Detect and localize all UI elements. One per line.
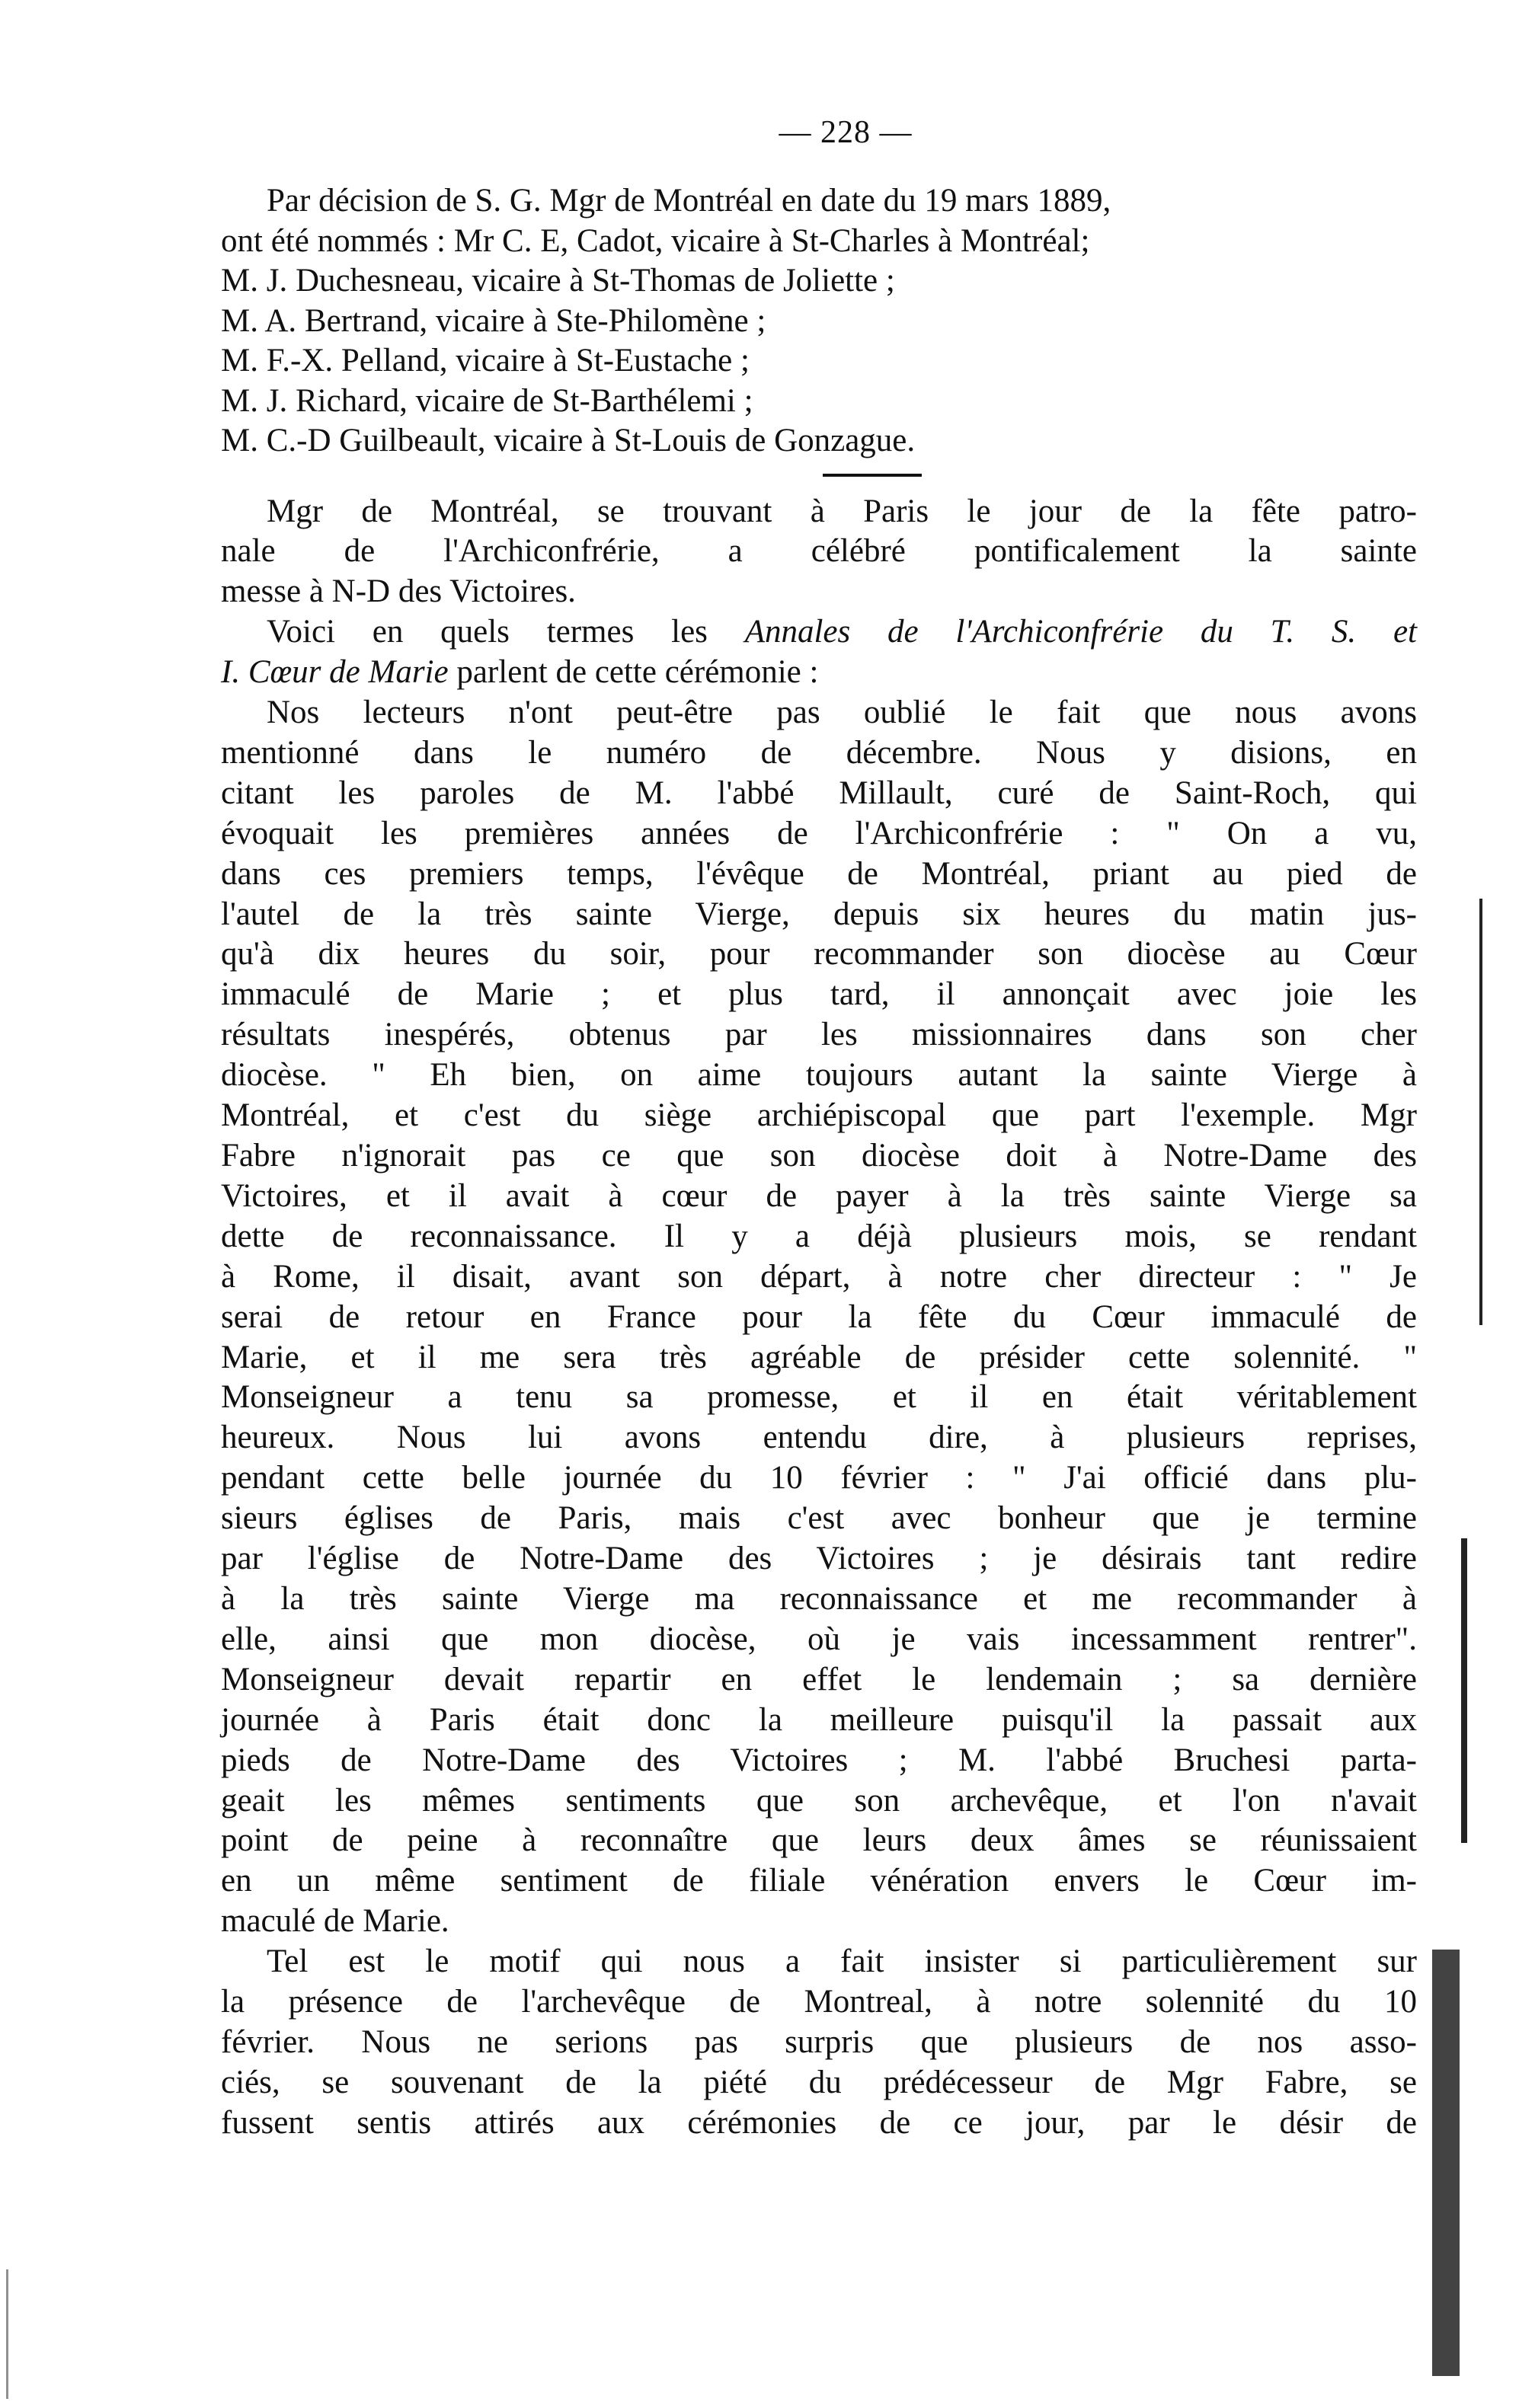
article-line: geait les mêmes sentiments que son archevêque, et l'on n'avait bbox=[221, 1782, 1417, 1819]
article-line: ciés, se souvenant de la piété du prédécesseur de Mgr Fabre, se bbox=[221, 2064, 1417, 2100]
article-line: par l'église de Notre-Dame des Victoires ; je désirais tant redire bbox=[221, 1541, 1417, 1577]
article-line: dette de reconnaissance. Il y a déjà plusieurs mois, se rendant bbox=[221, 1218, 1417, 1254]
book-page bbox=[221, 114, 1417, 2144]
notice-line: ont été nommés : Mr C. E, Cadot, vicaire à St-Charles à Montréal; bbox=[221, 222, 1090, 259]
notice-line: M. F.-X. Pelland, vicaire à St-Eustache ; bbox=[221, 343, 750, 378]
article-line: heureux. Nous lui avons entendu dire, à plusieurs reprises, bbox=[221, 1420, 1417, 1456]
article-line: Monseigneur a tenu sa promesse, et il en était véritablement bbox=[221, 1379, 1417, 1416]
article-line: la présence de l'archevêque de Montreal, à notre solennité du 10 bbox=[221, 1984, 1417, 2020]
article-line: en un même sentiment de filiale vénération envers le Cœur im- bbox=[221, 1863, 1417, 1899]
article-line: Monseigneur devait repartir en effet le lendemain ; sa dernière bbox=[221, 1661, 1417, 1697]
italic-title: Annales de l'Archiconfrérie du T. S. et bbox=[744, 614, 1417, 650]
article-line: dans ces premiers temps, l'évêque de Montréal, priant au pied de bbox=[221, 855, 1417, 892]
scan-edge-mark bbox=[1432, 1950, 1460, 2376]
article-line: sieurs églises de Paris, mais c'est avec bonheur que je termine bbox=[221, 1500, 1417, 1537]
scan-edge-mark bbox=[1461, 1538, 1467, 1843]
section-divider bbox=[823, 474, 922, 477]
scan-edge-mark bbox=[1479, 899, 1482, 1325]
article-line: résultats inespérés, obtenus par les missionnaires dans son cher bbox=[221, 1017, 1417, 1053]
article-line: Fabre n'ignorait pas ce que son diocèse doit à Notre-Dame des bbox=[221, 1138, 1417, 1174]
article-line: Victoires, et il avait à cœur de payer à la très sainte Vierge sa bbox=[221, 1177, 1417, 1214]
appointments-notice bbox=[221, 181, 1417, 461]
article-line bbox=[221, 612, 1417, 653]
notice-line: M. J. Duchesneau, vicaire à St-Thomas de Joliette ; bbox=[221, 263, 895, 299]
article-line: journée à Paris était donc la meilleure puisqu'il la passait aux bbox=[221, 1701, 1417, 1738]
article-line: qu'à dix heures du soir, pour recommander son diocèse au Cœur bbox=[221, 936, 1417, 972]
article-line: immaculé de Marie ; et plus tard, il annonçait avec joie les bbox=[221, 976, 1417, 1013]
italic-title-continued: I. Cœur de Marie bbox=[221, 654, 449, 691]
notice-line: M. A. Bertrand, vicaire à Ste-Philomène ; bbox=[221, 302, 766, 339]
article-line-text: Voici en quels termes les bbox=[267, 614, 708, 650]
article-line: point de peine à reconnaître que leurs deux âmes se réunissaient bbox=[221, 1822, 1417, 1859]
scan-edge-mark bbox=[6, 2269, 8, 2399]
article-line: à la très sainte Vierge ma reconnaissance et me recommander à bbox=[221, 1580, 1417, 1617]
article-line: serai de retour en France pour la fête du Cœur immaculé de bbox=[221, 1298, 1417, 1335]
article-line bbox=[221, 653, 1417, 693]
article-line: elle, ainsi que mon diocèse, où je vais incessamment rentrer". bbox=[221, 1621, 1417, 1657]
article-line: citant les paroles de M. l'abbé Millault, curé de Saint-Roch, qui bbox=[221, 774, 1417, 811]
article-line: Marie, et il me sera très agréable de présider cette solennité. " bbox=[221, 1339, 1417, 1375]
article-line: Montréal, et c'est du siège archiépiscopal que part l'exemple. Mgr bbox=[221, 1097, 1417, 1134]
article-line: février. Nous ne serions pas surpris que plusieurs de nos asso- bbox=[221, 2023, 1417, 2060]
article-line: évoquait les premières années de l'Archiconfrérie : " On a vu, bbox=[221, 815, 1417, 851]
article-line: Nos lecteurs n'ont peut-être pas oublié le fait que nous avons bbox=[267, 695, 1417, 731]
article-line: à Rome, il disait, avant son départ, à notre cher directeur : " Je bbox=[221, 1258, 1417, 1295]
article-line: Tel est le motif qui nous a fait insister si particulièrement sur bbox=[267, 1943, 1417, 1980]
article-line: mentionné dans le numéro de décembre. Nous y disions, en bbox=[221, 734, 1417, 771]
article-line: messe à N-D des Victoires. bbox=[221, 573, 576, 610]
article-line: nale de l'Archiconfrérie, a célébré pontificalement la sainte bbox=[221, 533, 1417, 570]
page-number: — 228 — bbox=[779, 115, 913, 150]
article-text bbox=[221, 492, 1417, 2144]
notice-line: M. C.-D Guilbeault, vicaire à St-Louis de Gonzague. bbox=[221, 423, 916, 458]
article-line: maculé de Marie. bbox=[221, 1903, 449, 1940]
notice-line: M. J. Richard, vicaire de St-Barthélemi ; bbox=[221, 382, 753, 419]
article-line: fussent sentis attirés aux cérémonies de ce jour, par le désir de bbox=[221, 2104, 1417, 2141]
article-line-text: parlent de cette cérémonie : bbox=[456, 654, 819, 691]
article-line: Mgr de Montréal, se trouvant à Paris le jour de la fête patro- bbox=[267, 493, 1417, 529]
notice-line: Par décision de S. G. Mgr de Montréal en date du 19 mars 1889, bbox=[267, 183, 1111, 219]
article-line: diocèse. " Eh bien, on aime toujours autant la sainte Vierge à bbox=[221, 1057, 1417, 1094]
article-line: l'autel de la très sainte Vierge, depuis six heures du matin jus- bbox=[221, 896, 1417, 932]
article-line: pieds de Notre-Dame des Victoires ; M. l'abbé Bruchesi parta- bbox=[221, 1742, 1417, 1778]
article-line: pendant cette belle journée du 10 février : " J'ai officié dans plu- bbox=[221, 1460, 1417, 1496]
